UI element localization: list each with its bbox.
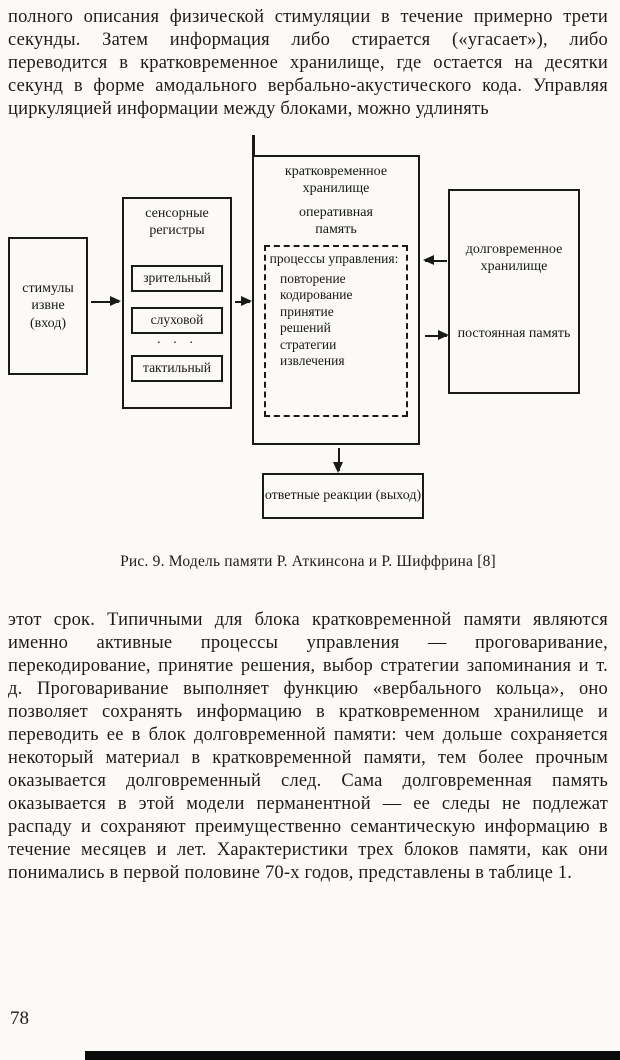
top-paragraph: полного описания физической стимуляции в течение примерно трети секунды. Затем информация либо стирается («угасает»), либо переводится в кратковременное хранилище, где остается на десятки секунд в форме амодального вербально-акустического кода. Управляя циркуляцией информации между блоками, можно удлинять xyxy=(8,7,608,119)
control-process-item: повторение xyxy=(280,270,346,286)
register-tactile-box: тактильный xyxy=(131,355,223,382)
arrow-short-term-to-long-term xyxy=(425,335,447,337)
control-processes-box xyxy=(264,245,408,417)
short-term-title: кратковременное хранилище xyxy=(284,164,388,197)
arrow-short-term-to-output xyxy=(338,448,340,471)
connector-line xyxy=(252,135,255,155)
sensory-registers-box xyxy=(122,197,232,409)
control-process-item: стратегии извлечения xyxy=(280,336,345,369)
page-number: 78 xyxy=(10,1008,29,1029)
register-auditory-box: слуховой xyxy=(131,307,223,334)
stimuli-box xyxy=(8,237,88,375)
output-box xyxy=(262,473,424,519)
control-process-item: кодирование xyxy=(280,287,353,303)
long-term-title: долговременное хранилище xyxy=(465,241,563,274)
control-processes-header: процессы управления: xyxy=(269,251,399,267)
ellipsis-dots: · · · xyxy=(156,336,198,351)
arrow-sensory-to-short-term xyxy=(235,301,250,303)
bottom-paragraph: этот срок. Типичными для блока кратковременной памяти являются именно активные процессы управления — проговаривание, перекодирование, принятие решения, выбор стратегии запоминания и т. д. Проговаривание выполняет функцию «вербального кольца», оно позволяет сохранять информацию в кратковременном хранилище и переводить ее в блок долговременной памяти: чем дольше сохраняется некоторый материал в кратковременной памяти, тем более прочным оказывается долговременный след. Сама долговременная память оказывается в этой модели перманентной — ее следы не подлежат распаду и сохраняют преимущественно семантическую информацию в течение месяцев и лет. Характеристики трех блоков памяти, как они понимались в первой половине 70-х годов, представлены в таблице 1. xyxy=(8,610,608,883)
short-term-subtitle: оперативная память xyxy=(299,205,373,238)
figure-caption: Рис. 9. Модель памяти Р. Аткинсона и Р. Шиффрина [8] xyxy=(120,553,496,570)
memory-model-diagram xyxy=(8,129,608,527)
arrow-long-term-to-short-term xyxy=(425,260,447,262)
scan-edge-artifact xyxy=(85,1051,620,1060)
long-term-subtitle: постоянная память xyxy=(457,326,571,341)
stimuli-label: стимулы извне (вход) xyxy=(22,281,74,331)
control-process-item: принятие решений xyxy=(280,303,334,336)
short-term-store-box xyxy=(252,155,420,445)
arrow-stimuli-to-sensory xyxy=(91,301,119,303)
output-label: ответные реакции (выход) xyxy=(264,488,422,504)
sensory-registers-title: сенсорные регистры xyxy=(145,206,209,239)
register-visual-box: зрительный xyxy=(131,265,223,292)
long-term-store-box xyxy=(448,189,580,394)
